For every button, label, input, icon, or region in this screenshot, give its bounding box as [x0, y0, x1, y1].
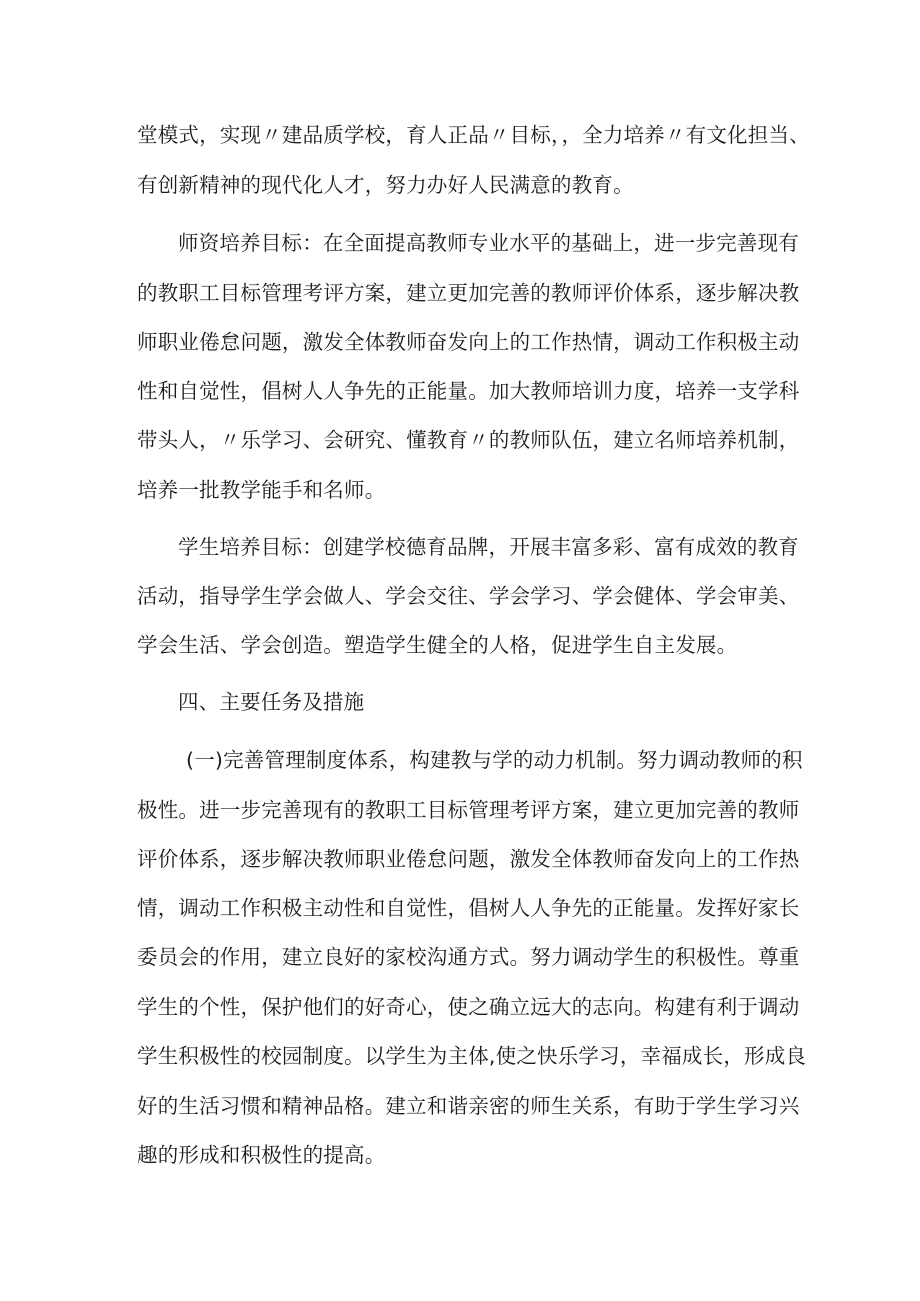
paragraph-line: (一)完善管理制度体系，构建教与学的动力机制。努力调动教师的积 [186, 748, 803, 772]
paragraph-line: 学会生活、学会创造。塑造学生健全的人格，促进学生自主发展。 [137, 633, 738, 657]
paragraph-line: 评价体系，逐步解决教师职业倦怠问题，激发全体教师奋发向上的工作热 [137, 847, 800, 871]
paragraph-line: 委员会的作用，建立良好的家校沟通方式。努力调动学生的积极性。尊重 [137, 945, 800, 969]
paragraph-line: 堂模式，实现〃建品质学校，育人正品〃目标，，全力培养〃有文化担当、 [137, 123, 810, 147]
section-heading: 四、主要任务及措施 [178, 690, 365, 714]
paragraph-line: 师资培养目标：在全面提高教师专业水平的基础上，进一步完善现有 [178, 231, 799, 255]
paragraph-line: 性和自觉性，倡树人人争先的正能量。加大教师培训力度，培养一支学科 [137, 379, 800, 403]
paragraph-line: 学生培养目标：创建学校德育品牌，开展丰富多彩、富有成效的教育 [178, 535, 799, 559]
paragraph-line: 师职业倦怠问题，激发全体教师奋发向上的工作热情，调动工作积极主动 [137, 330, 800, 354]
paragraph-line: 学生积极性的校园制度。以学生为主体,使之快乐学习，幸福成长，形成良 [137, 1044, 807, 1068]
paragraph-line: 极性。进一步完善现有的教职工目标管理考评方案，建立更加完善的教师 [137, 798, 800, 822]
paragraph-line: 学生的个性，保护他们的好奇心，使之确立远大的志向。构建有利于调动 [137, 995, 800, 1019]
paragraph-line: 带头人，〃乐学习、会研究、懂教育〃的教师队伍，建立名师培养机制， [137, 428, 800, 452]
paragraph-line: 活动，指导学生学会做人、学会交往、学会学习、学会健体、学会审美、 [137, 584, 800, 608]
paragraph-line: 培养一批教学能手和名师。 [137, 478, 386, 502]
paragraph-line: 情，调动工作积极主动性和自觉性，倡树人人争先的正能量。发挥好家长 [137, 896, 800, 920]
paragraph-line: 趣的形成和积极性的提高。 [137, 1143, 386, 1167]
paragraph-line: 的教职工目标管理考评方案，建立更加完善的教师评价体系，逐步解决教 [137, 281, 800, 305]
paragraph-line: 好的生活习惯和精神品格。建立和谐亲密的师生关系，有助于学生学习兴 [137, 1094, 800, 1118]
paragraph-line: 有创新精神的现代化人才，努力办好人民满意的教育。 [137, 173, 634, 197]
